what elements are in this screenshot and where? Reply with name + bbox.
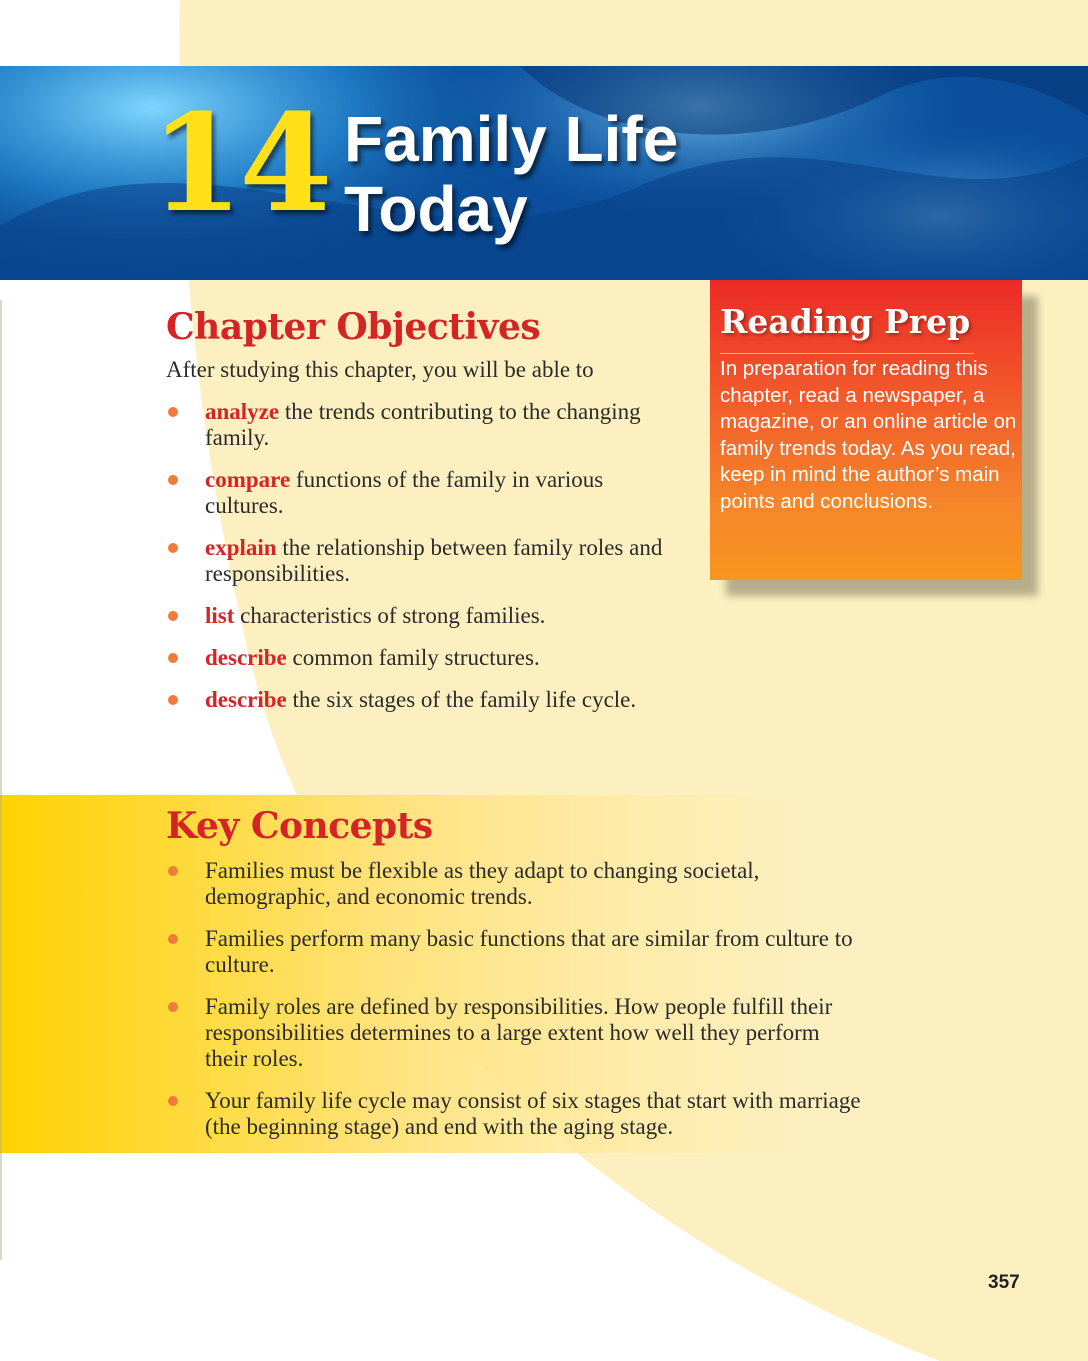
objective-item (166, 645, 686, 671)
page-number: 357 (988, 1272, 1020, 1293)
chapter-number: 14 (150, 84, 329, 242)
objective-text: the trends contributing to the changing family. (205, 399, 641, 450)
objectives-heading: Chapter Objectives (166, 306, 541, 348)
bullet-icon (168, 1002, 178, 1012)
bullet-icon (168, 653, 178, 663)
left-edge-rule (0, 300, 2, 1260)
objective-item (166, 399, 686, 451)
objective-verb: list (205, 603, 235, 628)
chapter-title (344, 104, 678, 244)
objective-text: the relationship between family roles and responsibilities. (205, 535, 663, 586)
objective-item (166, 603, 686, 629)
objective-item (166, 535, 686, 587)
objectives-intro: After studying this chapter, you will be able to (166, 357, 594, 382)
concept-item (166, 1088, 866, 1140)
reading-prep-box (710, 280, 1022, 580)
objective-verb: describe (205, 645, 287, 670)
bullet-icon (168, 475, 178, 485)
concept-item (166, 994, 866, 1072)
objective-text: characteristics of strong families. (234, 603, 546, 628)
objective-verb: compare (205, 467, 291, 492)
bullet-icon (168, 934, 178, 944)
reading-prep-text: In preparation for reading this chapter, read a newspaper, a magazine, or an online article on family trends today. As you read, keep in mind the author’s main points and conclusions. (720, 357, 1017, 513)
bullet-icon (168, 543, 178, 553)
objective-text: the six stages of the family life cycle. (286, 687, 637, 712)
chapter-title-line2: Today (344, 173, 528, 245)
key-concepts-heading: Key Concepts (166, 805, 433, 847)
objective-item (166, 467, 686, 519)
reading-prep-divider (720, 353, 974, 354)
concept-item (166, 858, 866, 910)
objective-text: functions of the family in various cultures. (205, 467, 604, 518)
chapter-title-line1: Family Life (344, 103, 679, 175)
bullet-icon (168, 1096, 178, 1106)
concept-text: Families perform many basic functions that are similar from culture to culture. (205, 926, 853, 977)
objective-text: common family structures. (286, 645, 540, 670)
objective-verb: analyze (205, 399, 280, 424)
objective-item (166, 687, 686, 713)
concept-text: Families must be flexible as they adapt to changing societal, demographic, and economic trends. (205, 858, 760, 909)
key-concepts-list (166, 858, 866, 1156)
bullet-icon (168, 695, 178, 705)
concept-text: Your family life cycle may consist of six stages that start with marriage (the beginning stage) and end with the aging stage. (205, 1088, 861, 1139)
bullet-icon (168, 611, 178, 621)
objectives-list (166, 399, 686, 729)
reading-prep-title: Reading Prep (720, 302, 971, 341)
concept-item (166, 926, 866, 978)
concept-text: Family roles are defined by responsibilities. How people fulfill their responsibilities determines to a large extent how well they perform their roles. (205, 994, 833, 1071)
objective-verb: describe (205, 687, 287, 712)
objective-verb: explain (205, 535, 277, 560)
bullet-icon (168, 407, 178, 417)
bullet-icon (168, 866, 178, 876)
